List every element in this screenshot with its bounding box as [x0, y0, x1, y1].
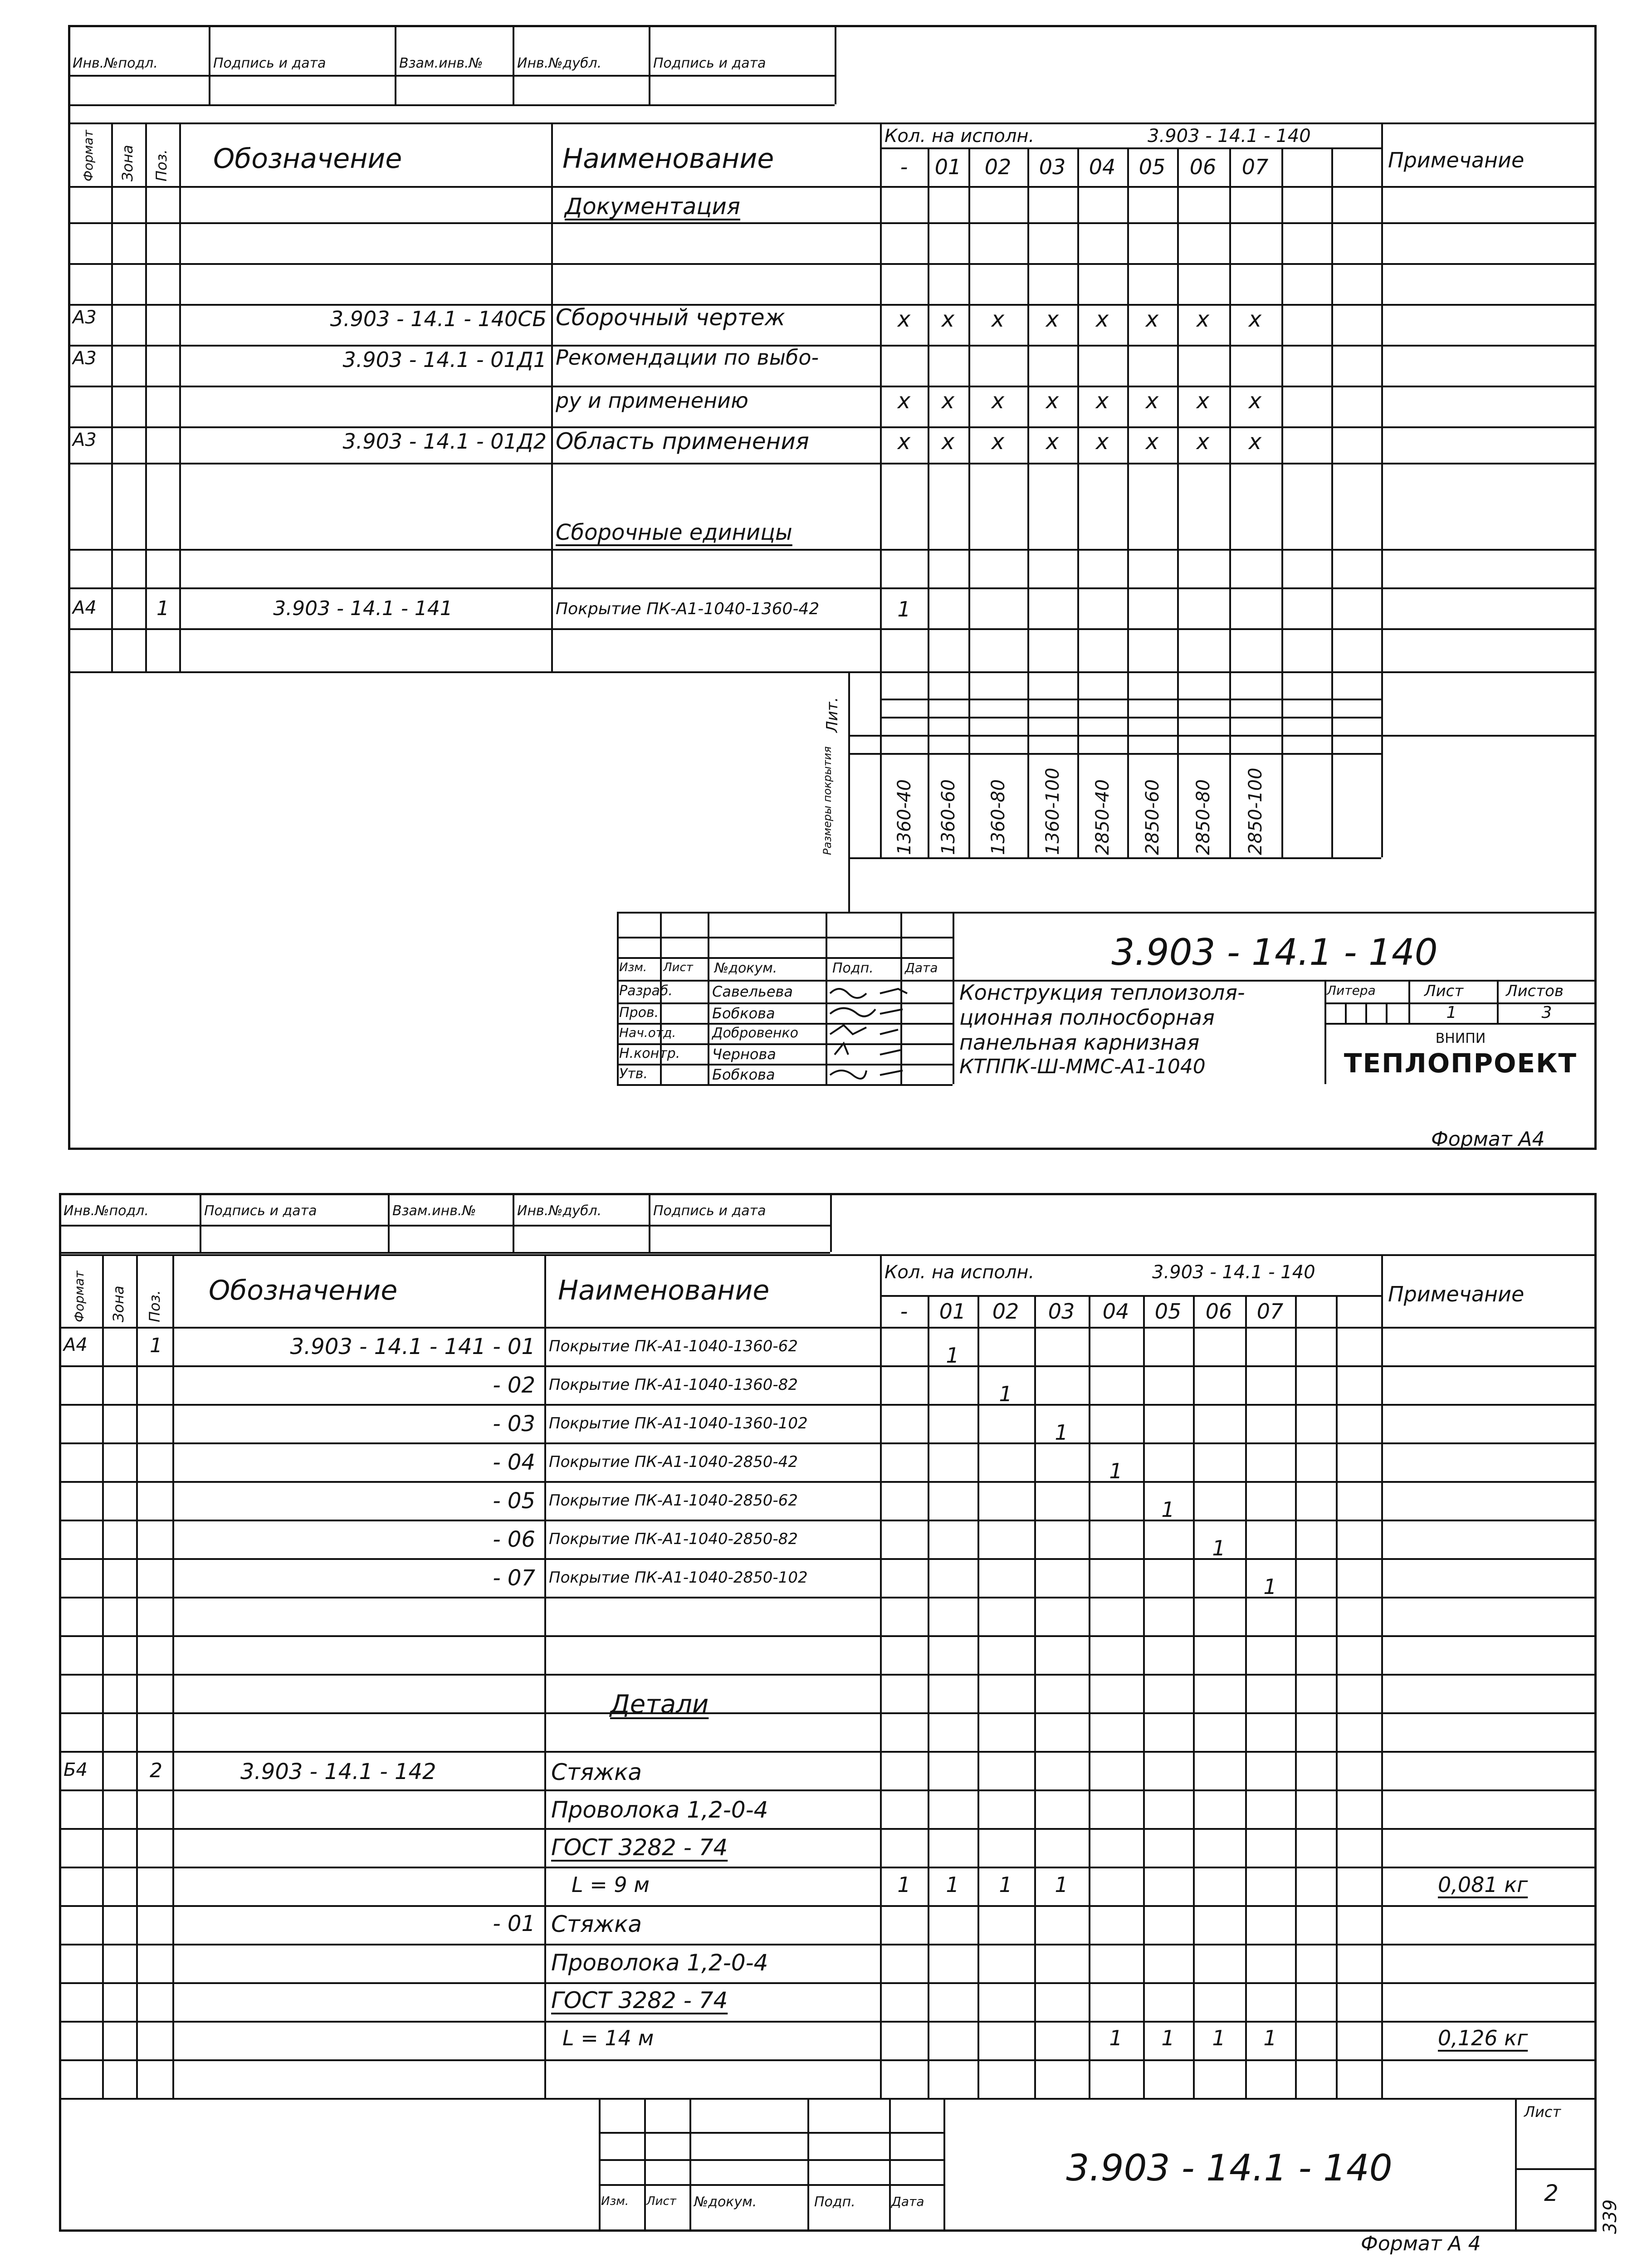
x-mark: x [991, 388, 1005, 414]
x-mark: x [1248, 429, 1262, 455]
variant-header: - [900, 155, 908, 179]
tb-header: Изм. [619, 961, 647, 974]
tb-header: №докум. [694, 2194, 757, 2210]
row-mark: 1 [999, 1382, 1012, 1406]
row-mark: 1 [897, 597, 911, 621]
dim-label: 2850-60 [1142, 779, 1163, 855]
x-mark: x [897, 307, 911, 332]
variant-header: 07 [1256, 1299, 1284, 1324]
dim-label: 1360-80 [988, 779, 1009, 855]
detail-line: ГОСТ 3282 - 74 [551, 1987, 728, 2014]
dim-label: 2850-100 [1245, 767, 1266, 855]
col-header-zone: Зона [119, 145, 136, 181]
stamp-header: Взам.инв.№ [392, 1203, 476, 1219]
variant-header: 05 [1139, 155, 1166, 179]
variant-header: 06 [1205, 1299, 1232, 1324]
x-mark: x [1095, 307, 1109, 332]
row-designation: 3.903 - 14.1 - 01Д1 [342, 347, 547, 372]
col-header-designation: Обозначение [213, 143, 402, 175]
row-designation: - 06 [493, 1527, 535, 1552]
variant-header: 02 [992, 1299, 1019, 1324]
row-designation: - 02 [493, 1373, 535, 1398]
detail-mark: 1 [1055, 1872, 1068, 1897]
title-line: ционная полносборная [959, 1005, 1215, 1030]
variant-header: 01 [934, 155, 962, 179]
x-mark: x [991, 429, 1005, 455]
col-header-designation: Обозначение [209, 1275, 398, 1306]
tb-header: Лист [663, 961, 693, 974]
x-mark: x [1196, 429, 1210, 455]
x-mark: x [897, 429, 911, 455]
tb-person: Чернова [712, 1046, 776, 1063]
col-header-doc-code: 3.903 - 14.1 - 140 [1152, 1262, 1315, 1283]
row-mark: 1 [1212, 1536, 1226, 1560]
tb-header: Подп. [814, 2194, 855, 2210]
doc-number: 3.903 - 14.1 - 140 [1111, 931, 1438, 973]
row-format: A3 [73, 348, 97, 369]
x-mark: x [1145, 388, 1159, 414]
col-header-pos: Поз. [153, 149, 170, 181]
detail-mark: 1 [1161, 2026, 1175, 2050]
sheet-label: Лист [1424, 982, 1464, 1000]
stamp-header: Подпись и дата [653, 1203, 766, 1219]
dims-label: Размеры покрытия [821, 746, 834, 855]
row-format: A4 [73, 597, 97, 618]
format-label: Формат А 4 [1361, 2232, 1481, 2255]
col-header-pos: Поз. [146, 1290, 163, 1322]
stamp-header: Инв.№дубл. [517, 1203, 602, 1219]
stamp-header: Инв.№подл. [73, 55, 158, 71]
col-header-qty: Кол. на исполн. [884, 126, 1035, 147]
section-documentation: Документация [565, 193, 740, 220]
x-mark: x [1145, 429, 1159, 455]
stamp-header: Подпись и дата [653, 55, 766, 71]
col-header-doc-code: 3.903 - 14.1 - 140 [1148, 126, 1311, 147]
stamp-header: Взам.инв.№ [399, 55, 483, 71]
stamp-header: Инв.№подл. [64, 1203, 149, 1219]
variant-header: 03 [1048, 1299, 1075, 1324]
row-designation: - 04 [493, 1450, 535, 1475]
detail-line: Стяжка [551, 1759, 642, 1785]
tb-role: Разраб. [619, 983, 673, 999]
section-details: Детали [610, 1690, 709, 1719]
detail-mark: 1 [999, 1872, 1012, 1897]
col-header-note: Примечание [1388, 1282, 1525, 1306]
detail-line: Проволока 1,2-0-4 [551, 1797, 768, 1823]
row-name: Покрытие ПК-А1-1040-1360-62 [549, 1337, 798, 1355]
row-format: A3 [73, 307, 97, 328]
signatures [826, 980, 953, 1084]
title-line: панельная карнизная [959, 1030, 1200, 1055]
tb-header: Подп. [832, 960, 874, 976]
tb-role: Утв. [619, 1066, 648, 1082]
detail-mark: 1 [1263, 2026, 1277, 2050]
detail-note: 0,126 кг [1438, 2026, 1528, 2050]
format-label: Формат А4 [1431, 1128, 1545, 1151]
tb-role: Нач.отд. [619, 1025, 676, 1040]
tb-role: Пров. [619, 1005, 659, 1021]
detail-format: Б4 [64, 1760, 88, 1780]
row-name: Область применения [556, 428, 809, 455]
detail-line: Проволока 1,2-0-4 [551, 1950, 768, 1976]
row-mark: 1 [1055, 1420, 1068, 1445]
row-name: Покрытие ПК-А1-1040-2850-42 [549, 1453, 798, 1471]
variant-header: 04 [1102, 1299, 1129, 1324]
detail-mark: 1 [946, 1872, 959, 1897]
row-mark: 1 [946, 1343, 959, 1368]
variant-header: 07 [1241, 155, 1269, 179]
row-mark: 1 [1263, 1574, 1277, 1599]
sheet-label: Лист [1524, 2103, 1561, 2121]
x-mark: x [897, 388, 911, 414]
x-mark: x [941, 307, 955, 332]
dim-label: 1360-60 [938, 779, 959, 855]
x-mark: x [1248, 388, 1262, 414]
tb-person: Савельева [712, 983, 793, 1000]
tb-header: Дата [905, 960, 938, 975]
litera-label: Литера [1327, 983, 1376, 998]
detail-line: ГОСТ 3282 - 74 [551, 1834, 728, 1861]
x-mark: x [1196, 307, 1210, 332]
x-mark: x [1145, 307, 1159, 332]
sheets-total: 3 [1541, 1003, 1552, 1022]
row-designation: 3.903 - 14.1 - 140СБ [330, 307, 547, 331]
col-header-format: Формат [81, 130, 96, 181]
row-name: Покрытие ПК-А1-1040-1360-42 [556, 600, 820, 618]
row-pos: 1 [150, 1334, 162, 1357]
x-mark: x [1046, 429, 1059, 455]
tb-header: Дата [891, 2194, 924, 2209]
row-format: A3 [73, 430, 97, 450]
x-mark: x [1046, 388, 1059, 414]
x-mark: x [1196, 388, 1210, 414]
tb-header: Изм. [601, 2195, 629, 2208]
dim-label: 2850-80 [1193, 779, 1214, 855]
x-mark: x [1248, 307, 1262, 332]
org-logo: ТЕПЛОПРОЕКТ [1344, 1048, 1578, 1079]
x-mark: x [941, 388, 955, 414]
tb-person: Бобкова [712, 1066, 775, 1083]
variant-header: 05 [1154, 1299, 1182, 1324]
lit-label: Лит. [823, 697, 841, 733]
detail-mark: 1 [1109, 2026, 1123, 2050]
stamp-header: Инв.№дубл. [517, 55, 602, 71]
row-designation: - 05 [493, 1488, 535, 1514]
org-small: ВНИПИ [1435, 1031, 1486, 1046]
sheets-label: Листов [1506, 982, 1564, 1000]
x-mark: x [941, 429, 955, 455]
row-designation: 3.903 - 14.1 - 141 [273, 597, 453, 620]
stamp-header: Подпись и дата [213, 55, 326, 71]
row-name: Покрытие ПК-А1-1040-1360-102 [549, 1414, 808, 1432]
row-designation: - 03 [493, 1411, 535, 1437]
page-number: 339 [1600, 2199, 1621, 2234]
row-designation: - 07 [493, 1565, 535, 1591]
detail-mark: 1 [1212, 2026, 1226, 2050]
row-name: Сборочный чертеж [556, 304, 785, 331]
detail-designation: - 01 [493, 1911, 535, 1936]
row-designation: 3.903 - 14.1 - 01Д2 [342, 429, 547, 454]
tb-person: Бобкова [712, 1005, 775, 1022]
variant-header: - [900, 1299, 908, 1324]
row-name: Рекомендации по выбо- [556, 345, 819, 370]
sheet-number: 2 [1544, 2180, 1559, 2206]
dim-label: 1360-40 [894, 779, 915, 855]
detail-line: Стяжка [551, 1911, 642, 1937]
row-name: ру и применению [556, 388, 748, 413]
col-header-name: Наименование [558, 1275, 770, 1306]
col-header-name: Наименование [562, 143, 774, 175]
dim-label: 2850-40 [1092, 779, 1113, 855]
title-line: КТППК-Ш-ММС-А1-1040 [959, 1055, 1206, 1078]
tb-header: Лист [646, 2195, 676, 2208]
x-mark: x [991, 307, 1005, 332]
col-header-zone: Зона [110, 1286, 127, 1322]
variant-header: 03 [1039, 155, 1066, 179]
col-header-format: Формат [72, 1271, 87, 1322]
col-header-qty: Кол. на исполн. [884, 1262, 1035, 1283]
row-pos: 1 [156, 597, 169, 620]
x-mark: x [1095, 388, 1109, 414]
tb-role: Н.контр. [619, 1046, 680, 1061]
tb-header: №докум. [714, 960, 777, 976]
dim-label: 1360-100 [1042, 767, 1063, 855]
detail-pos: 2 [150, 1759, 162, 1782]
detail-line: L = 9 м [572, 1872, 650, 1897]
col-header-note: Примечание [1388, 148, 1525, 172]
row-mark: 1 [1109, 1459, 1123, 1483]
row-mark: 1 [1161, 1497, 1175, 1522]
variant-header: 01 [939, 1299, 966, 1324]
doc-number: 3.903 - 14.1 - 140 [1066, 2147, 1393, 2189]
row-name: Покрытие ПК-А1-1040-2850-62 [549, 1491, 798, 1510]
variant-header: 02 [984, 155, 1012, 179]
x-mark: x [1046, 307, 1059, 332]
sheet-number: 1 [1446, 1003, 1457, 1022]
tb-person: Добровенко [712, 1025, 798, 1041]
stamp-header: Подпись и дата [204, 1203, 317, 1219]
detail-note: 0,081 кг [1438, 1872, 1528, 1897]
title-line: Конструкция теплоизоля- [959, 980, 1245, 1005]
variant-header: 04 [1089, 155, 1116, 179]
row-format: A4 [64, 1334, 88, 1355]
row-name: Покрытие ПК-А1-1040-2850-102 [549, 1569, 808, 1587]
detail-mark: 1 [897, 1872, 911, 1897]
variant-header: 06 [1189, 155, 1217, 179]
detail-designation: 3.903 - 14.1 - 142 [240, 1759, 436, 1784]
row-designation: 3.903 - 14.1 - 141 - 01 [290, 1334, 535, 1359]
row-name: Покрытие ПК-А1-1040-2850-82 [549, 1530, 798, 1548]
row-name: Покрытие ПК-А1-1040-1360-82 [549, 1376, 798, 1394]
detail-line: L = 14 м [562, 2026, 654, 2050]
x-mark: x [1095, 429, 1109, 455]
section-assembly-units: Сборочные единицы [556, 520, 792, 545]
